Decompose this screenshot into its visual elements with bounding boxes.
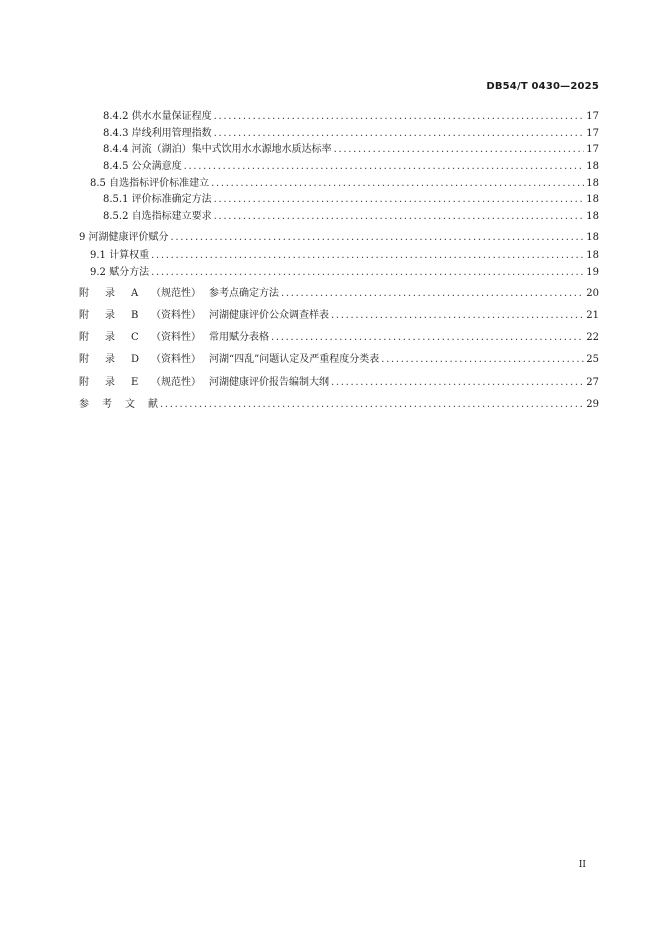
toc-leader-dots	[214, 127, 585, 140]
toc-entry[interactable]	[103, 110, 599, 123]
toc-entry[interactable]	[103, 210, 599, 223]
appendix-letter: E	[131, 377, 139, 388]
document-id: DB54/T 0430—2025	[486, 81, 599, 92]
toc-appendix-entry[interactable]	[79, 353, 599, 366]
appendix-title: 河湖健康评价公众调查样表	[209, 310, 329, 321]
toc-leader-dots	[334, 143, 585, 156]
appendix-word: 录	[105, 377, 115, 388]
appendix-prefix: 附	[79, 354, 89, 365]
references-char: 考	[102, 399, 112, 410]
toc-entry-label: 8.4.2 供水水量保证程度	[103, 111, 212, 122]
toc-leader-dots	[160, 398, 584, 411]
appendix-heading	[79, 331, 269, 344]
appendix-word: 录	[105, 310, 115, 321]
references-char: 文	[125, 399, 135, 410]
appendix-title: 河湖“四乱”问题认定及严重程度分类表	[209, 354, 380, 365]
appendix-type: （规范性）	[151, 377, 201, 388]
appendix-letter: A	[131, 288, 139, 299]
toc-leader-dots	[171, 231, 585, 244]
toc-entry[interactable]	[103, 193, 599, 206]
toc-leader-dots	[331, 376, 584, 389]
toc-page-number: 18	[586, 161, 599, 172]
toc-references-entry[interactable]	[79, 398, 599, 411]
toc-appendix-entry[interactable]	[79, 376, 599, 389]
toc-entry-label: 9 河湖健康评价赋分	[79, 232, 169, 243]
appendix-type: （规范性）	[151, 288, 201, 299]
appendix-type: （资料性）	[151, 310, 201, 321]
toc-leader-dots	[211, 177, 584, 190]
appendix-heading	[79, 376, 329, 389]
appendix-prefix: 附	[79, 332, 89, 343]
toc-page-number: 20	[586, 288, 599, 299]
toc-leader-dots	[151, 266, 584, 279]
references-char: 参	[79, 399, 89, 410]
toc-leader-dots	[281, 287, 584, 300]
toc-entry-label: 8.4.4 河流（湖泊）集中式饮用水水源地水质达标率	[103, 144, 332, 155]
toc-entry-label: 8.5.2 自选指标建立要求	[103, 211, 212, 222]
toc-leader-dots	[151, 249, 584, 262]
toc-entry-label: 8.5 自选指标评价标准建立	[90, 178, 210, 189]
toc-page-number: 27	[586, 377, 599, 388]
references-heading	[79, 398, 158, 411]
toc-entry[interactable]	[90, 177, 599, 190]
toc-entry[interactable]	[103, 127, 599, 140]
appendix-heading	[79, 309, 329, 322]
appendix-title: 参考点确定方法	[209, 288, 279, 299]
toc-entry[interactable]	[90, 249, 599, 262]
toc-page-number: 22	[586, 332, 599, 343]
toc-page-number: 18	[586, 194, 599, 205]
toc-entry-label: 8.4.3 岸线利用管理指数	[103, 128, 212, 139]
page-number: II	[578, 860, 586, 870]
toc-appendix-entry[interactable]	[79, 331, 599, 344]
appendix-letter: D	[131, 354, 140, 365]
appendix-heading	[79, 353, 379, 366]
toc-leader-dots	[214, 193, 585, 206]
toc-page-number: 29	[586, 399, 599, 410]
toc-leader-dots	[184, 160, 585, 173]
appendix-type: （资料性）	[151, 332, 201, 343]
references-char: 献	[148, 399, 158, 410]
toc-page-number: 25	[586, 354, 599, 365]
toc-leader-dots	[214, 210, 585, 223]
appendix-prefix: 附	[79, 377, 89, 388]
toc-page-number: 18	[586, 250, 599, 261]
toc-page-number: 18	[586, 232, 599, 243]
toc-leader-dots	[214, 110, 585, 123]
toc-page-number: 17	[586, 144, 599, 155]
toc-entry-label: 8.5.1 评价标准确定方法	[103, 194, 212, 205]
toc-entry-label: 9.1 计算权重	[90, 250, 150, 261]
toc-entry-label: 8.4.5 公众满意度	[103, 161, 182, 172]
appendix-word: 录	[105, 354, 115, 365]
toc-page-number: 18	[586, 178, 599, 189]
toc-entry[interactable]	[90, 266, 599, 279]
toc-page-number: 17	[586, 128, 599, 139]
appendix-word: 录	[105, 332, 115, 343]
toc-appendix-entry[interactable]	[79, 287, 599, 300]
appendix-title: 河湖健康评价报告编制大纲	[209, 377, 329, 388]
appendix-prefix: 附	[79, 310, 89, 321]
toc-entry[interactable]	[103, 160, 599, 173]
appendix-word: 录	[105, 288, 115, 299]
toc-page-number: 17	[586, 111, 599, 122]
toc-page-number: 21	[586, 310, 599, 321]
appendix-letter: B	[131, 310, 139, 321]
toc-leader-dots	[331, 309, 584, 322]
toc-page-number: 18	[586, 211, 599, 222]
toc-entry[interactable]	[79, 231, 599, 244]
appendix-prefix: 附	[79, 288, 89, 299]
toc-leader-dots	[381, 353, 584, 366]
toc-page-number: 19	[586, 267, 599, 278]
toc-appendix-entry[interactable]	[79, 309, 599, 322]
appendix-heading	[79, 287, 279, 300]
appendix-title: 常用赋分表格	[209, 332, 269, 343]
toc-entry[interactable]	[103, 143, 599, 156]
toc-entry-label: 9.2 赋分方法	[90, 267, 150, 278]
appendix-letter: C	[131, 332, 139, 343]
appendix-type: （资料性）	[151, 354, 201, 365]
toc-leader-dots	[271, 331, 584, 344]
